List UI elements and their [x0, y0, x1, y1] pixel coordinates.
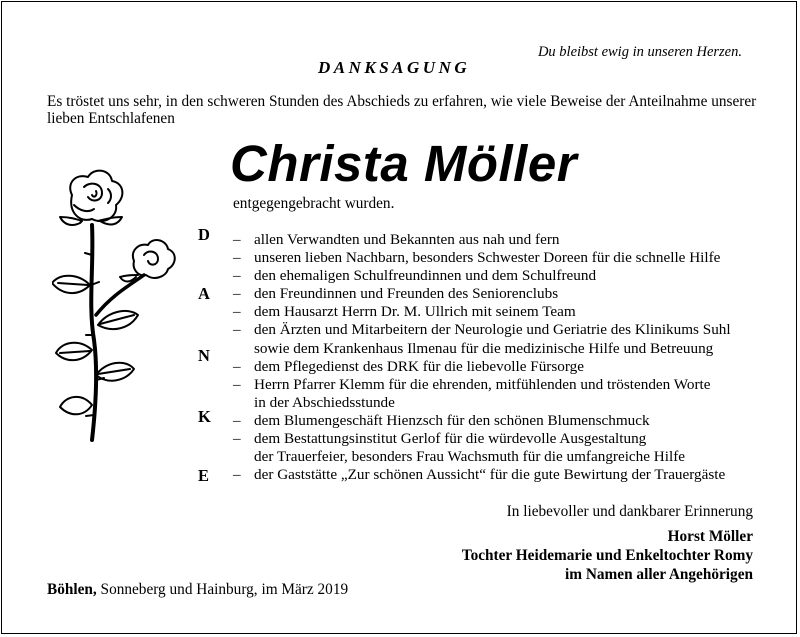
list-item-text: dem Bestattungsinstitut Gerlof für die würdevolle Ausgestaltung: [254, 430, 647, 448]
deceased-name: Christa Möller: [230, 135, 578, 192]
dash: –: [233, 231, 241, 248]
list-item: [233, 231, 731, 249]
danke-letter-d: D: [198, 225, 210, 244]
place-date: [47, 581, 348, 599]
list-item: [233, 303, 731, 321]
signatory-2: Tochter Heidemarie und Enkeltochter Romy: [461, 547, 753, 564]
list-item: [233, 321, 731, 339]
list-item-continuation: [233, 448, 731, 466]
list-item-continuation: [233, 394, 731, 412]
intro-continuation: entgegengebracht wurden.: [233, 195, 395, 212]
list-item: [233, 466, 731, 484]
dash: –: [233, 285, 241, 303]
list-item: [233, 358, 731, 376]
list-item-text: der Trauerfeier, besonders Frau Wachsmuth für die umfangreiche Hilfe: [254, 448, 686, 466]
list-item: [233, 376, 731, 394]
signatory-3: im Namen aller Angehörigen: [565, 566, 753, 583]
signatory-1: Horst Möller: [667, 528, 753, 545]
dash: –: [233, 249, 241, 267]
list-item: [233, 249, 731, 267]
list-item-text: in der Abschiedsstunde: [254, 393, 395, 411]
dash: –: [233, 466, 241, 484]
list-item: [233, 430, 731, 448]
danke-letter-n: N: [198, 346, 210, 365]
list-item-text: den Freundinnen und Freunden des Seniorenclubs: [254, 285, 559, 303]
list-item-text: sowie dem Krankenhaus Ilmenau für die medizinische Hilfe und Betreuung: [254, 339, 714, 357]
danke-letter-a: A: [198, 284, 210, 303]
dash: –: [233, 303, 241, 321]
list-item-text: den Ärzten und Mitarbeitern der Neurologie und Geriatrie des Klinikums Suhl: [254, 321, 731, 339]
list-item-text: den ehemaligen Schulfreundinnen und dem Schulfreund: [254, 267, 597, 285]
closing-line: In liebevoller und dankbarer Erinnerung: [506, 503, 753, 520]
place-town: Böhlen,: [47, 581, 97, 598]
notice-title: DANKSAGUNG: [318, 58, 471, 77]
list-item-text: dem Blumengeschäft Hienzsch für den schönen Blumenschmuck: [254, 411, 650, 429]
dash: –: [233, 357, 241, 375]
list-item: [233, 285, 731, 303]
list-item-text: allen Verwandten und Bekannten aus nah und fern: [254, 231, 560, 248]
list-item-text: unseren lieben Nachbarn, besonders Schwester Doreen für die schnelle Hilfe: [254, 249, 721, 267]
intro-text: Es tröstet uns sehr, in den schweren Stunden des Abschieds zu erfahren, wie viele Beweise der Anteilnahme unserer lieben Entschlafenen: [47, 93, 757, 127]
dash: –: [233, 430, 241, 448]
dash: –: [233, 375, 241, 393]
list-item-text: der Gaststätte „Zur schönen Aussicht“ für die gute Bewirtung der Trauergäste: [254, 466, 726, 484]
dash: –: [233, 411, 241, 429]
dash: –: [233, 321, 241, 339]
list-item: [233, 267, 731, 285]
thanks-list: [233, 231, 731, 484]
danke-letter-k: K: [198, 407, 211, 426]
dash: –: [233, 267, 241, 285]
rose-drawing-icon: [52, 165, 182, 450]
list-item-text: dem Pflegedienst des DRK für die liebevolle Fürsorge: [254, 357, 584, 375]
danke-letter-e: E: [198, 466, 210, 485]
list-item-continuation: [233, 340, 731, 358]
motto: Du bleibst ewig in unseren Herzen.: [537, 44, 742, 60]
list-item: [233, 412, 731, 430]
place-rest: Sonneberg und Hainburg, im März 2019: [96, 581, 349, 598]
list-item-text: Herrn Pfarrer Klemm für die ehrenden, mitfühlenden und tröstenden Worte: [254, 375, 711, 393]
list-item-text: dem Hausarzt Herrn Dr. M. Ullrich mit seinem Team: [254, 303, 576, 321]
